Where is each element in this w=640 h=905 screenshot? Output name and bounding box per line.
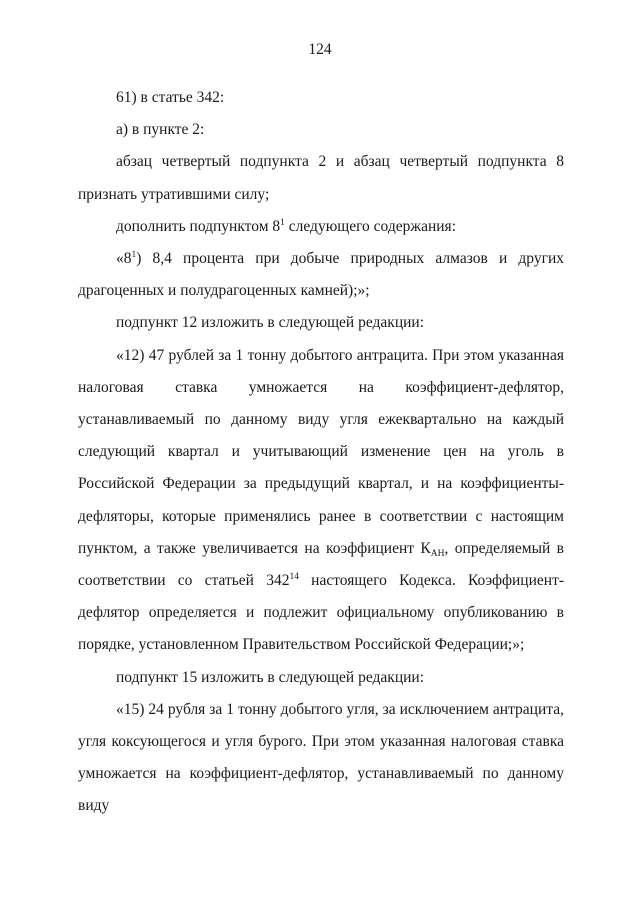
- paragraph-add-subpoint: [78, 211, 564, 243]
- paragraph-text: абзац четвертый подпункта 2 и абзац четвертый подпункта 8 признать утратившими силу;: [78, 153, 564, 203]
- subscript: АН: [430, 548, 445, 559]
- paragraph-text: «12) 47 рублей за 1 тонну добытого антрацита. При этом указанная налоговая ставка умножается на коэффициент-дефлятор, устанавливаемый по данному виду угля ежеквартально на каждый следующий квартал и учитывающий изменение цен на уголь в Российской Федерации за предыдущий квартал, и на коэффициенты-дефляторы, которые применялись ранее в соответствии с настоящим пунктом, а также увеличивается на коэффициент К: [78, 346, 564, 557]
- superscript: 14: [289, 572, 299, 583]
- paragraph-subpoint-12-text: [78, 340, 564, 662]
- paragraph-text: «8: [116, 250, 132, 268]
- paragraph-text: подпункт 15 изложить в следующей редакции:: [116, 668, 425, 686]
- paragraph-subpoint-12-intro: [78, 307, 564, 339]
- page-number: 124: [308, 41, 332, 58]
- paragraph-text: настоящего Кодекса. Коэффициент-дефлятор определяется и подлежит официальному опубликованию в порядке, установленном Правительством Российской Федерации;»;: [78, 572, 564, 654]
- paragraph-text: дополнить подпунктом 8: [116, 217, 281, 235]
- paragraph-text: 61) в статье 342:: [116, 89, 225, 106]
- paragraph-article-342: [78, 82, 564, 114]
- paragraph-point-2: [78, 114, 564, 146]
- paragraph-text: следующего содержания:: [284, 217, 456, 235]
- paragraph-subpoint-8-1: [78, 243, 564, 307]
- paragraph-subpoint-15-intro: [78, 662, 564, 694]
- superscript: 1: [131, 250, 137, 261]
- paragraph-text: подпункт 12 изложить в следующей редакции:: [116, 314, 425, 332]
- paragraph-subpoint-15-text: [78, 694, 564, 823]
- document-body: [78, 82, 564, 823]
- paragraph-text: ) 8,4 процента при добыче природных алмазов и других драгоценных и полудрагоценных камней);»;: [78, 250, 564, 300]
- paragraph-text: , определяемый в соответствии со статьей 342: [78, 539, 564, 590]
- paragraph-text: а) в пункте 2:: [116, 121, 205, 139]
- superscript: 1: [280, 217, 285, 228]
- paragraph-text: «15) 24 рубля за 1 тонну добытого угля, за исключением антрацита, угля коксующегося и угля бурого. При этом указанная налоговая ставка умножается на коэффициент-дефлятор, устанавливаемый по данному виду: [78, 700, 564, 815]
- paragraph-abzac-invalid: [78, 146, 564, 210]
